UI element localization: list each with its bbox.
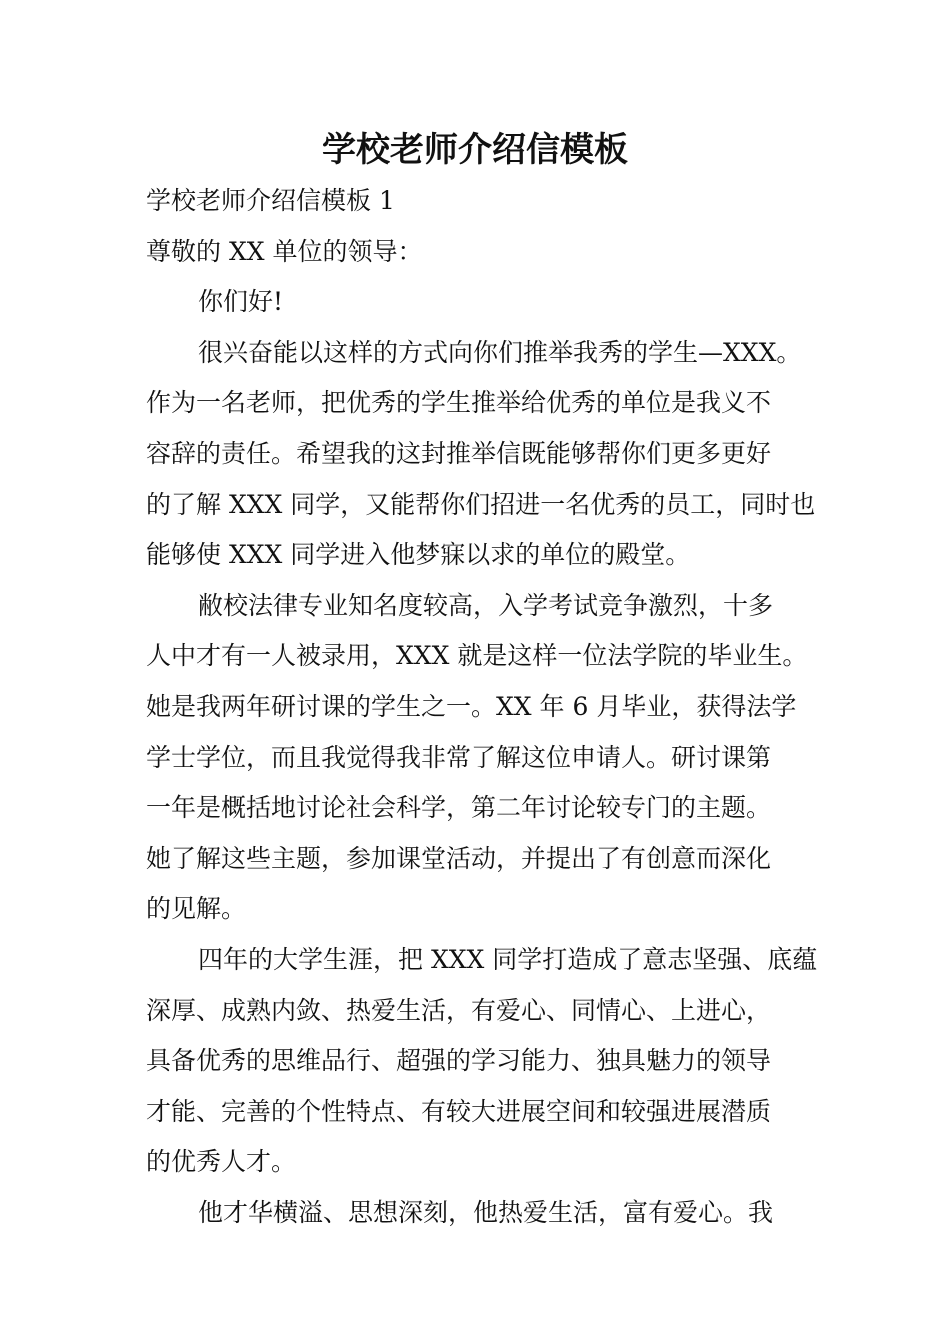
text-line: 你们好! xyxy=(198,287,284,317)
text-line: 作为一名老师，把优秀的学生推举给优秀的单位是我义不 xyxy=(146,388,772,418)
text-line: 具备优秀的思维品行、超强的学习能力、独具魅力的领导 xyxy=(146,1046,772,1076)
text-line: 深厚、成熟内敛、热爱生活，有爱心、同情心、上进心， xyxy=(146,995,772,1025)
text-line: 她了解这些主题，参加课堂活动，并提出了有创意而深化 xyxy=(146,843,772,873)
text-line: 学士学位，而且我觉得我非常了解这位申请人。研讨课第 xyxy=(146,742,772,772)
text-line: 学校老师介绍信模板 1 xyxy=(146,186,395,215)
text-line: 一年是概括地讨论社会科学，第二年讨论较专门的主题。 xyxy=(146,793,772,823)
text-line: 敝校法律专业知名度较高，入学考试竞争激烈，十多 xyxy=(198,590,774,620)
text-line: 能够使 XXX 同学进入他梦寐以求的单位的殿堂。 xyxy=(146,540,691,570)
text-line: 人中才有一人被录用，XXX 就是这样一位法学院的毕业生。 xyxy=(146,641,808,671)
text-line: 的了解 XXX 同学，又能帮你们招进一名优秀的员工，同时也 xyxy=(146,489,816,519)
text-line: 很兴奋能以这样的方式向你们推举我秀的学生—XXX。 xyxy=(198,337,802,367)
text-line: 她是我两年研讨课的学生之一。XX 年 6 月毕业，获得法学 xyxy=(146,691,797,721)
text-line: 的见解。 xyxy=(146,894,247,924)
text-line: 四年的大学生涯，把 XXX 同学打造成了意志坚强、底蕴 xyxy=(198,944,818,974)
document-title: 学校老师介绍信模板 xyxy=(322,130,628,170)
text-line: 的优秀人才。 xyxy=(146,1147,297,1177)
document-body xyxy=(146,176,818,1238)
text-line: 他才华横溢、思想深刻，他热爱生活，富有爱心。我 xyxy=(198,1197,774,1227)
text-line: 才能、完善的个性特点、有较大进展空间和较强进展潜质 xyxy=(146,1096,772,1126)
text-line: 容辞的责任。希望我的这封推举信既能够帮你们更多更好 xyxy=(146,438,772,468)
text-line: 尊敬的 XX 单位的领导： xyxy=(146,236,423,266)
